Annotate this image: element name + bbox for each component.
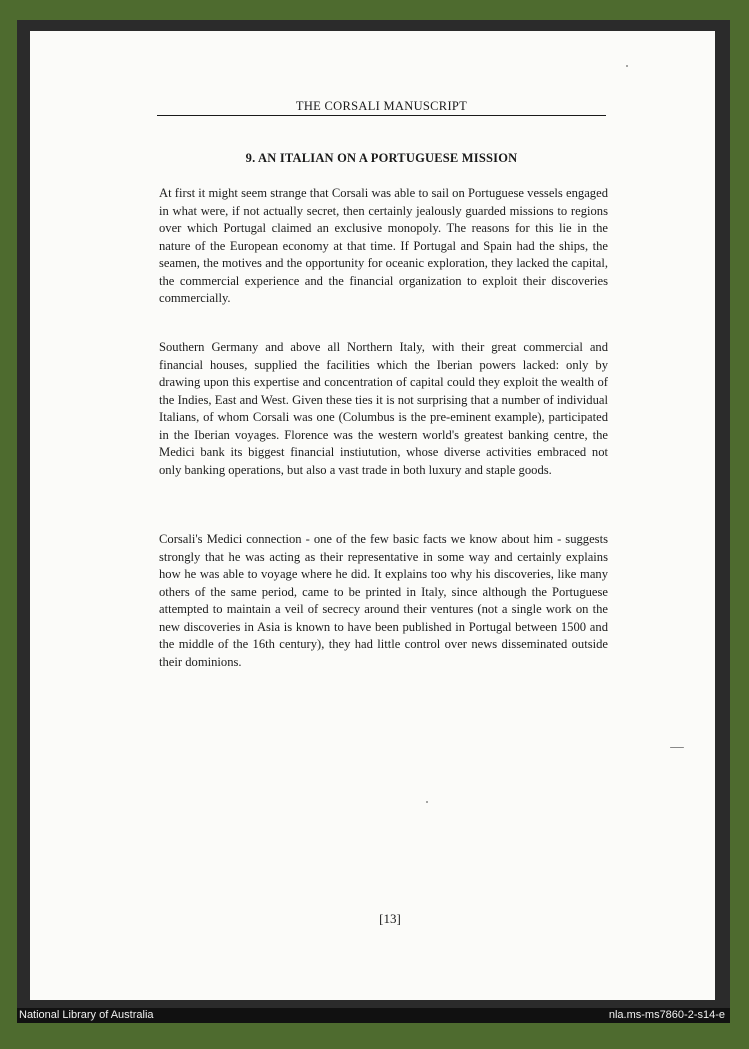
section-title: 9. AN ITALIAN ON A PORTUGUESE MISSION	[245, 151, 518, 165]
footer-item-id: nla.ms-ms7860-2-s14-e	[608, 1009, 725, 1021]
footer-library-name: National Library of Australia	[19, 1009, 154, 1021]
running-header: THE CORSALI MANUSCRIPT	[295, 99, 468, 113]
paragraph-3: Corsali's Medici connection - one of the few basic facts we know about him - suggests strongly that he was acting as their representative in some way and certainly explains how he was able to voyage where he did. It explains too why his discoveries, like many others of the same period, came to be printed in Italy, since although the Portuguese attempted to maintain a veil of secrecy around their ventures (not a single work on the new discoveries in Asia is known to have been published in Portugal between 1500 and the middle of the 16th century), they had little control over news disseminated outside their dominions.	[159, 532, 608, 669]
paragraph-2: Southern Germany and above all Northern Italy, with their great commercial and financial houses, supplied the facilities which the Iberian powers lacked: only by drawing upon this expertise and concentration of capital could they exploit the wealth of the Indies, East and West. Given these ties it is not surprising that a number of individual Italians, of whom Corsali was one (Columbus is the pre-eminent example), participated in the Iberian voyages. Florence was the western world's greatest banking centre, the Medici bank its biggest financial instiutution, whose diverse activities embraced not only banking operations, but also a vast trade in both luxury and staple goods.	[159, 340, 608, 477]
manuscript-page	[30, 31, 715, 1000]
paper-speck	[670, 747, 684, 748]
paragraph-1: At first it might seem strange that Corsali was able to sail on Portuguese vessels engaged in what were, if not actually secret, then certainly jealously guarded missions to regions over which Portugal claimed an exclusive monopoly. The reasons for this lie in the nature of the European economy at that time. If Portugal and Spain had the ships, the seamen, the motives and the opportunity for oceanic exploration, they lacked the capital, the commercial experience and the financial organization to exploit their discoveries commercially.	[159, 186, 608, 305]
header-rule	[157, 115, 606, 116]
paper-speck	[426, 801, 428, 803]
page-number: [13]	[379, 911, 401, 926]
paper-speck	[626, 65, 628, 67]
